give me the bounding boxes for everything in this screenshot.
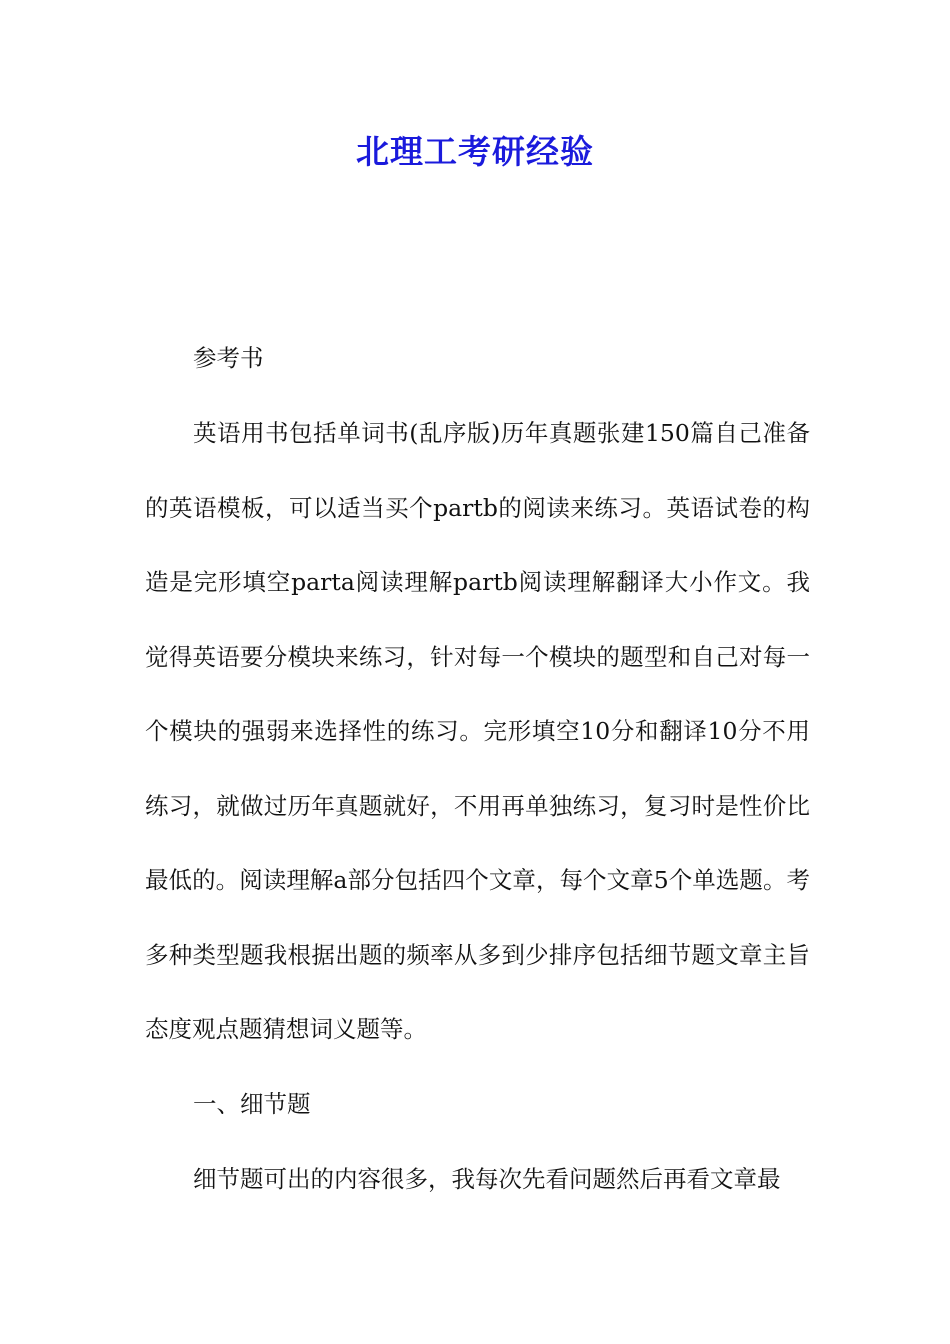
section-heading-detail-questions: 一、细节题 [193,1090,311,1118]
paragraph-english-books: 英语用书包括单词书(乱序版)历年真题张建150篇自己准备的英语模板，可以适当买个partb的阅读来练习。英语试卷的构造是完形填空parta阅读理解partb阅读理解翻译大小作文。我觉得英语要分模块来练习，针对每一个模块的题型和自己对每一个模块的强弱来选择性的练习。完形填空10分和翻译10分不用练习，就做过历年真题就好，不用再单独练习，复习时是性价比最低的。阅读理解a部分包括四个文章，每个文章5个单选题。考多种类型题我根据出题的频率从多到少排序包括细节题文章主旨态度观点题猜想词义题等。 [145,419,810,1043]
document-title: 北理工考研经验 [356,132,594,171]
paragraph-reference-books: 参考书 [193,344,264,372]
paragraph-detail-questions: 细节题可出的内容很多，我每次先看问题然后再看文章最 [193,1165,781,1193]
